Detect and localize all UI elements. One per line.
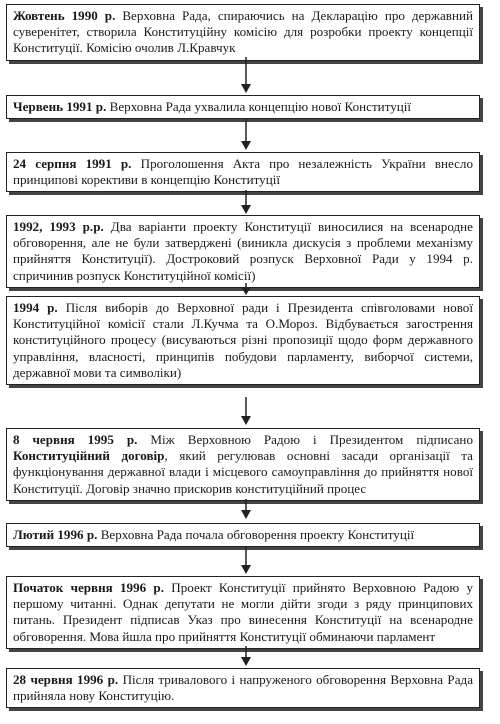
arrow-down-icon: [240, 499, 252, 519]
event-date: Жовтень 1990 р.: [13, 8, 116, 23]
event-date: Початок червня 1996 р.: [13, 580, 164, 595]
event-date: 1994 р.: [13, 300, 58, 315]
event-box-jun-1991: [6, 95, 480, 119]
event-box-1994: [6, 296, 480, 385]
arrow-down-icon: [240, 397, 252, 425]
event-box-aug-1991: [6, 152, 480, 192]
event-text-after: , який регулював основні засади організації та функціонування державної влади і місцевого самоуправління до прийняття нової Конституції. Договір значно прискорив конституційний процес: [13, 448, 473, 496]
event-text: Верховна Рада, спираючись на Декларацію про державний суверенітет, створила Конституційну комісію для розробки проекту концепції Конституції. Комісію очолив Л.Кравчук: [13, 8, 473, 56]
event-text: Верховна Рада почала обговорення проекту Конституції: [100, 527, 415, 542]
event-text: Проголошення Акта про незалежність України внесло принципові корективи в концепцію Конституції: [13, 156, 473, 188]
event-box-jun-1995: [6, 428, 480, 501]
event-text-before: Між Верховною Радою і Президентом підписано: [150, 432, 473, 447]
event-date: Червень 1991 р.: [13, 99, 107, 114]
event-date: Лютий 1996 р.: [13, 527, 98, 542]
event-emphasis: Конституційний договір: [13, 448, 165, 464]
event-box-early-jun-1996: [6, 576, 480, 649]
arrow-down-icon: [240, 190, 252, 214]
event-date: 28 червня 1996 р.: [13, 672, 119, 687]
arrow-down-icon: [240, 118, 252, 150]
event-box-oct-1990: [6, 4, 480, 61]
arrow-down-icon: [240, 57, 252, 93]
event-text: Верховна Рада ухвалила концепцію нової Конституції: [109, 99, 412, 114]
event-box-1992-1993: [6, 215, 480, 288]
event-date: 24 серпня 1991 р.: [13, 156, 132, 171]
event-text: Після тривалового і напруженого обговорення Верховна Рада прийняла нову Конституцію.: [13, 672, 474, 704]
event-text: Два варіанти проекту Конституції виносилися на всенародне обговорення, але не були затверджені (виникла дискусія з проблеми механізму прийняття Конституції). Достроковий розпуск Верховної Ради у 1994 р. спричинив розпуск Конституційної комісії): [13, 219, 473, 283]
arrow-down-icon: [240, 546, 252, 574]
event-text: Після виборів до Верховної ради і Президента співголовами нової Конституційної комісії стали Л.Кучма та О.Мороз. Відбувається загострення конституційного процесу (висуваються різні пропозиції щодо форм державного управління, власності, принципів побудови парламенту, виборчої системи, державної мови та символіки): [13, 300, 473, 380]
event-box-jun-28-1996: [6, 668, 480, 708]
arrow-down-icon: [240, 646, 252, 666]
event-date: 1992, 1993 р.р.: [13, 219, 104, 234]
event-date: 8 червня 1995 р.: [13, 432, 138, 447]
arrow-down-icon: [240, 283, 252, 295]
event-text: Проект Конституції прийнято Верховною Радою у першому читанні. Однак депутати не могли дійти згоди з ряду принципових питань. Президент підписав Указ про винесення Конституції на всенародне обговорення. Мова йшла про прийняття Конституції обминаючи парламент: [13, 580, 473, 644]
event-box-feb-1996: [6, 523, 480, 547]
